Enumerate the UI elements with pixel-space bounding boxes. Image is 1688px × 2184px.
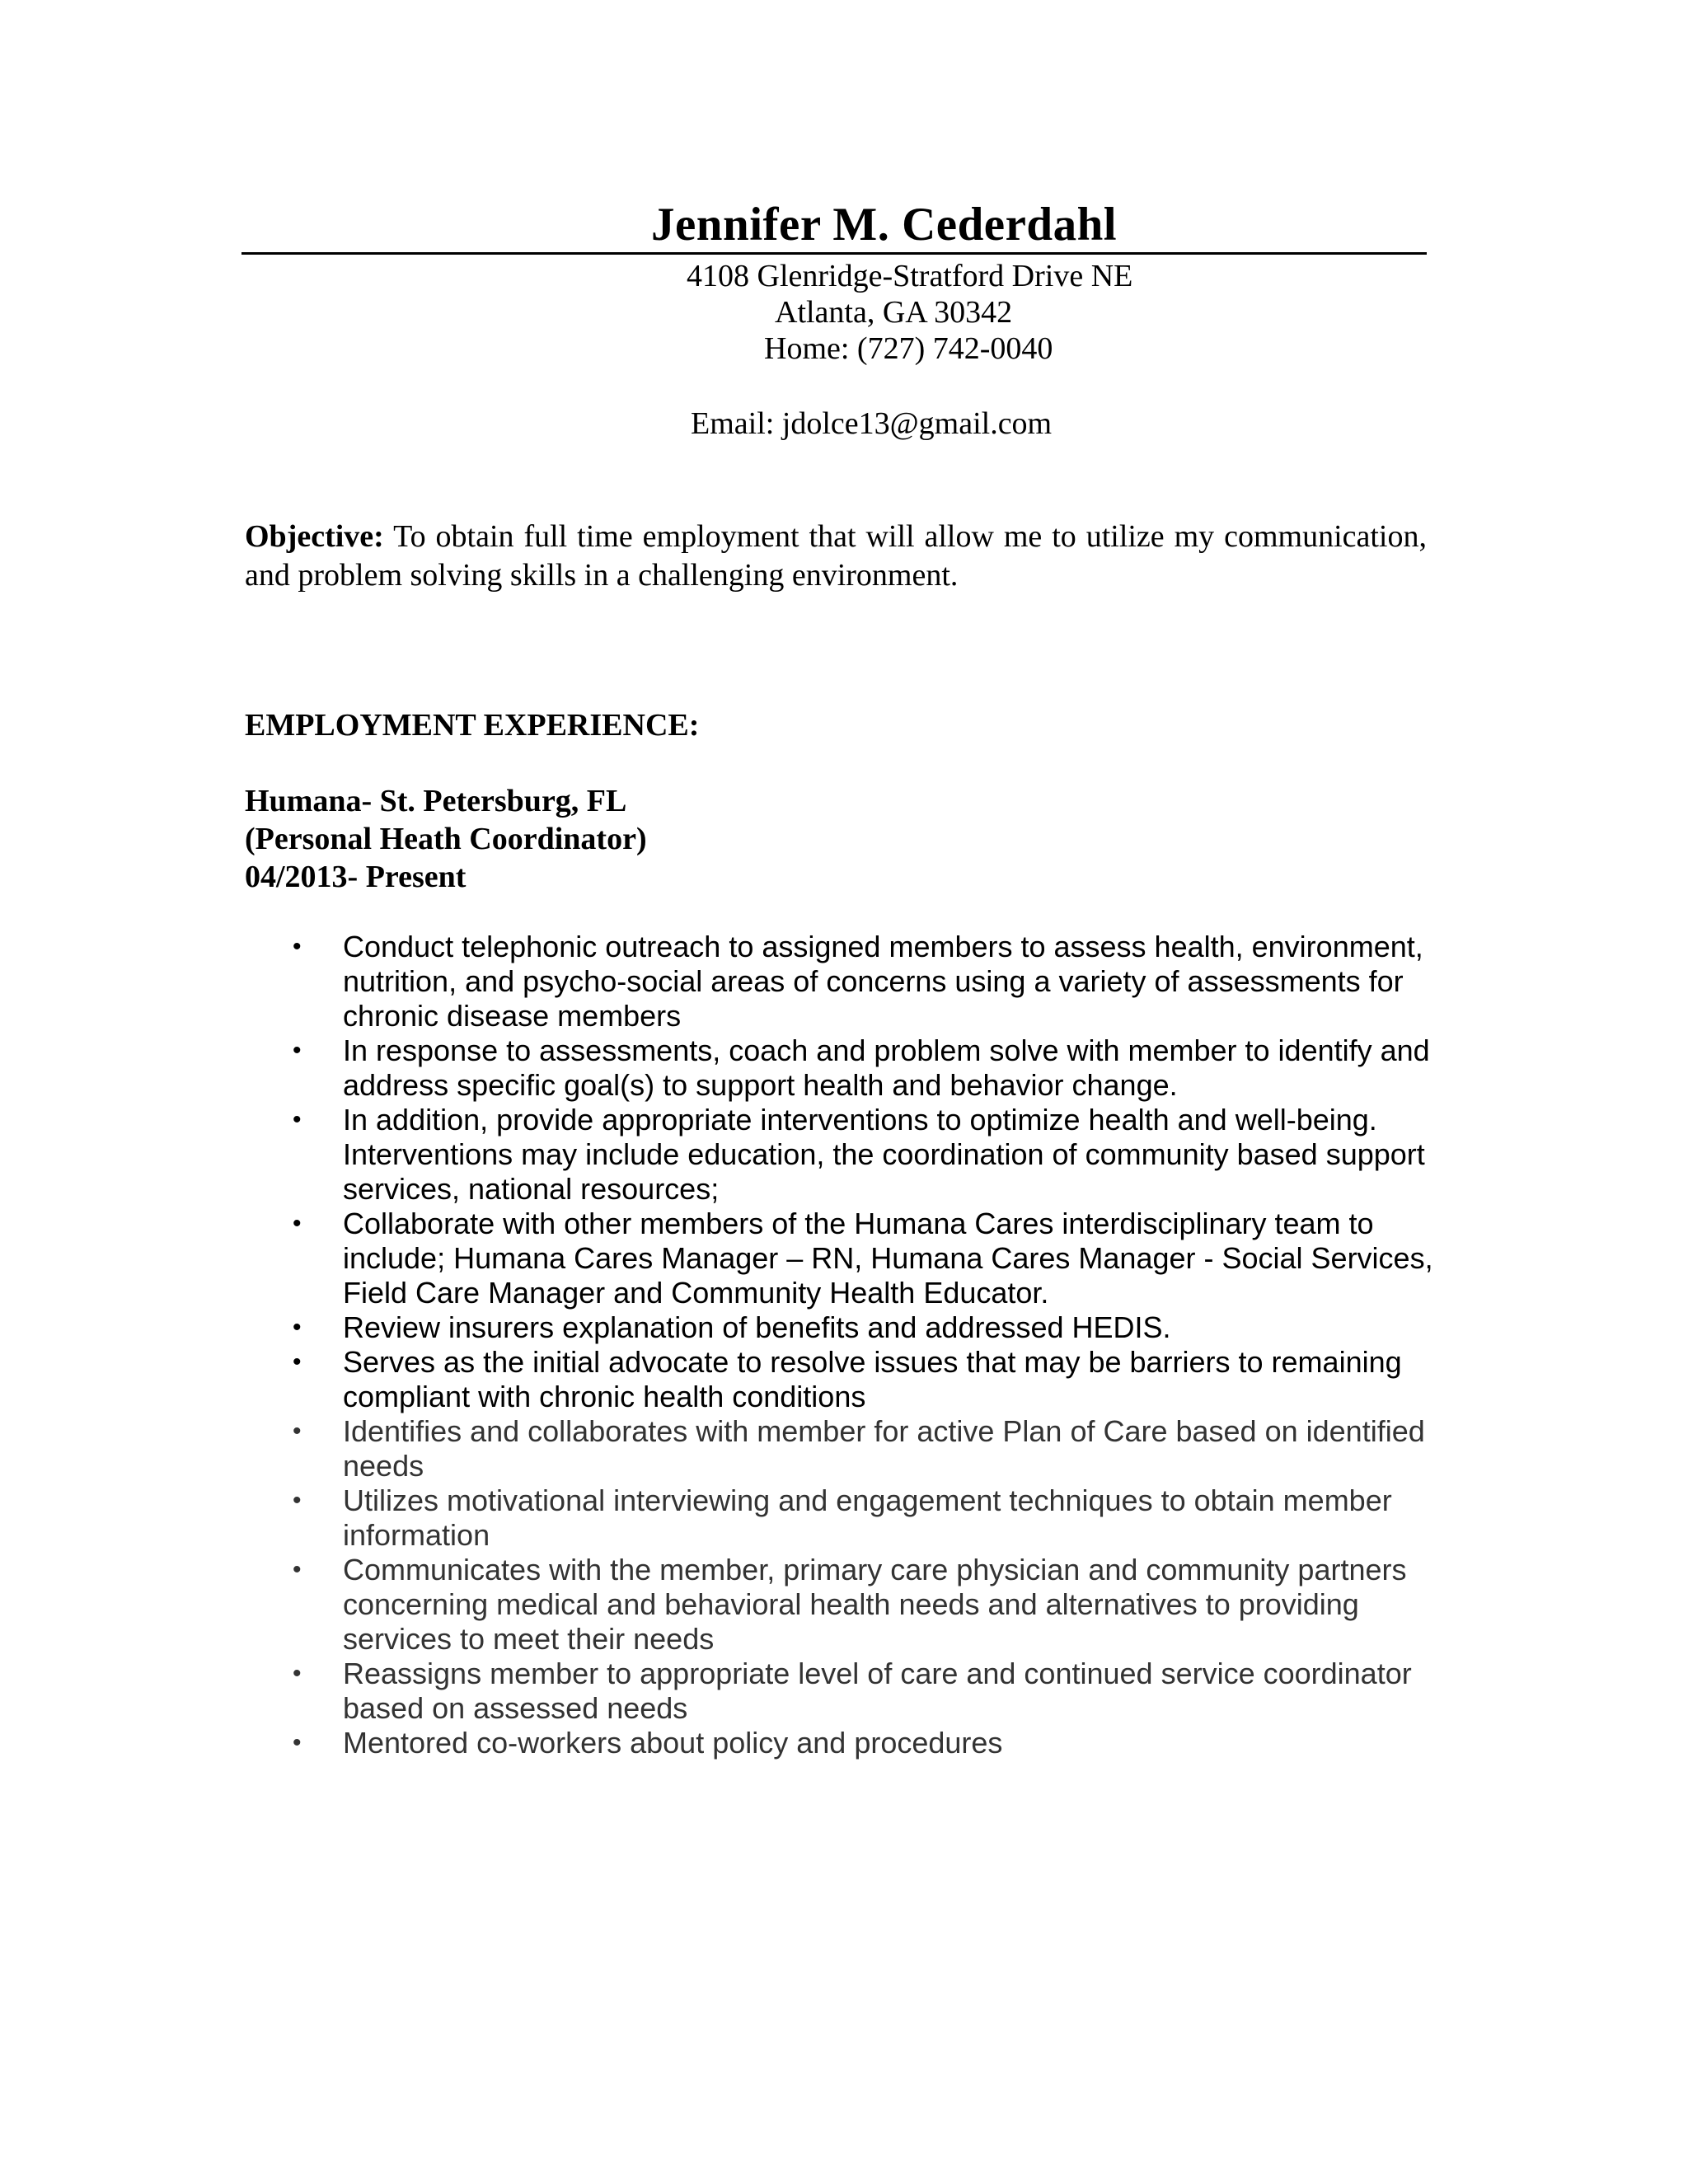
- email-address: Email: jdolce13@gmail.com: [691, 406, 1053, 441]
- objective-section: [245, 518, 1427, 595]
- bullet-icon: •: [293, 1210, 302, 1237]
- objective-text: To obtain full time employment that will allow me to utilize my communication, and problem solving skills in a challenging environment.: [245, 519, 1427, 593]
- employment-heading: EMPLOYMENT EXPERIENCE:: [245, 708, 700, 743]
- list-item: • Collaborate with other members of the Humana Cares interdisciplinary team to include; Humana Cares Manager – RN, Humana Cares Manager - Social Services, Field Care Manager and Community Health Educator.: [293, 1207, 1433, 1310]
- list-item: • In response to assessments, coach and problem solve with member to identify and address specific goal(s) to support health and behavior change.: [293, 1033, 1430, 1102]
- list-item: • Conduct telephonic outreach to assigned members to assess health, environment, nutrition, and psycho-social areas of concerns using a variety of assessments for chronic disease members: [293, 930, 1423, 1033]
- job-company: Humana- St. Petersburg, FL: [245, 784, 627, 818]
- bullet-icon: •: [293, 1556, 302, 1583]
- list-item: • Utilizes motivational interviewing and engagement techniques to obtain member information: [293, 1483, 1392, 1552]
- bullet-icon: •: [293, 1106, 302, 1133]
- candidate-name: Jennifer M. Cederdahl: [651, 199, 1118, 251]
- address-street: 4108 Glenridge-Stratford Drive NE: [687, 259, 1133, 293]
- list-item: • Identifies and collaborates with member for active Plan of Care based on identified needs: [293, 1414, 1425, 1483]
- phone-number: Home: (727) 742-0040: [764, 331, 1053, 366]
- list-item: • Review insurers explanation of benefits and addressed HEDIS.: [293, 1310, 1171, 1344]
- bullet-icon: •: [293, 1348, 302, 1376]
- job-duties-list: [293, 930, 1447, 1760]
- bullet-icon: •: [293, 1660, 302, 1687]
- address-city: Atlanta, GA 30342: [775, 295, 1013, 330]
- bullet-icon: •: [293, 1729, 302, 1756]
- bullet-icon: •: [293, 1037, 302, 1064]
- job-dates: 04/2013- Present: [245, 860, 467, 894]
- objective-label: Objective:: [245, 519, 384, 554]
- list-item: • In addition, provide appropriate interventions to optimize health and well-being. Interventions may include education, the coordination of community based support services, national resources;: [293, 1103, 1425, 1206]
- list-item: • Mentored co-workers about policy and procedures: [293, 1726, 1003, 1760]
- job-title: (Personal Heath Coordinator): [245, 822, 647, 856]
- list-item: • Communicates with the member, primary care physician and community partners concerning medical and behavioral health needs and alternatives to providing services to meet their needs: [293, 1553, 1407, 1656]
- bullet-icon: •: [293, 1314, 302, 1341]
- list-item: • Reassigns member to appropriate level of care and continued service coordinator based on assessed needs: [293, 1657, 1412, 1725]
- bullet-icon: •: [293, 1418, 302, 1445]
- list-item: • Serves as the initial advocate to resolve issues that may be barriers to remaining compliant with chronic health conditions: [293, 1345, 1402, 1413]
- name-divider: [241, 252, 1427, 255]
- bullet-icon: •: [293, 933, 302, 960]
- bullet-icon: •: [293, 1487, 302, 1514]
